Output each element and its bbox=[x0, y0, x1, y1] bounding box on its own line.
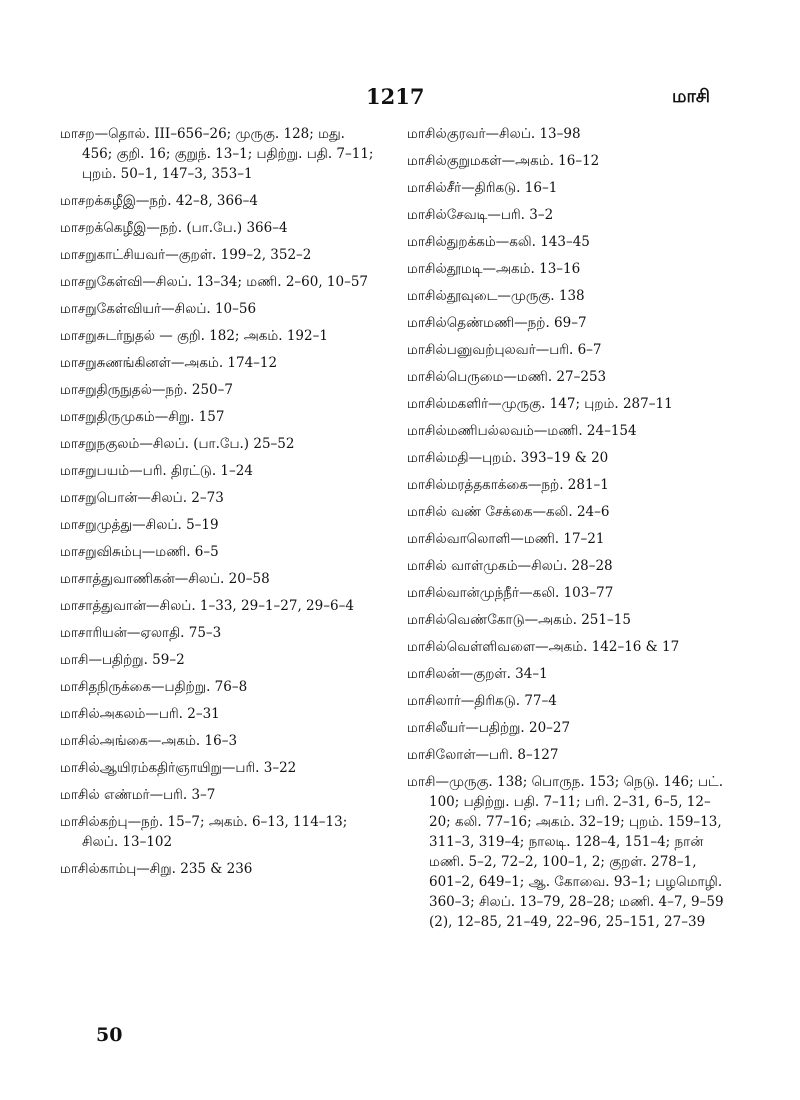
index-entry: மாசில்காம்பு—சிறு. 235 & 236 bbox=[60, 861, 253, 877]
index-entry: மாசில்குறுமகள்—அகம். 16–12 bbox=[407, 153, 600, 169]
index-entry: மாசாத்துவான்—சிலப். 1–33, 29–1–27, 29–6–4 bbox=[60, 598, 354, 614]
index-entry: மாசில்பனுவற்புலவர்—பரி. 6–7 bbox=[407, 342, 602, 358]
index-entry: மாசி—முருகு. 138; பொருந. 153; நெடு. 146; பட். 100; பதிற்று. பதி. 7–11; பரி. 2–31, 6–5, 12–20; கலி. 77–16; அகம். 32–19; புறம். 159–13, 311–3, 319–4; நாலடி. 128–4, 151–4; நான் மணி. 5–2, 72–2, 100–1, 2; குறள். 278–1, 601–2, 649–1; ஆ. கோவை. 93–1; பழமொழி. 360–3; சிலப். 13–79, 28–28; மணி. 4–7, 9–59 (2), 12–85, 21–49, 22–96, 25–151, 27–39 bbox=[407, 774, 724, 930]
index-entry: மாசறுகேள்வியர்—சிலப். 10–56 bbox=[60, 301, 257, 317]
right-column bbox=[407, 124, 729, 939]
index-entry: மாசாத்துவாணிகன்—சிலப். 20–58 bbox=[60, 571, 270, 587]
index-entry: மாசறுசுணங்கினள்—அகம். 174–12 bbox=[60, 355, 278, 371]
index-entry: மாசில்குரவர்—சிலப். 13–98 bbox=[407, 126, 581, 142]
index-entry: மாசற—தொல். III–656–26; முருகு. 128; மது. 456; குறி. 16; குறுந். 13–1; பதிற்று. பதி. 7–11; புறம். 50–1, 147–3, 353–1 bbox=[60, 126, 374, 182]
index-entry: மாசாரியன்—ஏலாதி. 75–3 bbox=[60, 625, 222, 641]
index-entry: மாசில்கற்பு—நற். 15–7; அகம். 6–13, 114–13; சிலப். 13–102 bbox=[60, 814, 348, 850]
index-entry: மாசில்தூவுடை—முருகு. 138 bbox=[407, 288, 585, 304]
index-entry: மாசறுசுடர்நுதல் — குறி. 182; அகம். 192–1 bbox=[60, 328, 328, 344]
index-entry: மாசில்அங்கை—அகம். 16–3 bbox=[60, 733, 238, 749]
index-entry: மாசி—பதிற்று. 59–2 bbox=[60, 652, 185, 668]
index-entry: மாசறுபயம்—பரி. திரட்டு. 1–24 bbox=[60, 463, 253, 479]
index-entry: மாசில்வெண்கோடு—அகம். 251–15 bbox=[407, 612, 631, 628]
index-entry: மாசிலீயர்—பதிற்று. 20–27 bbox=[407, 720, 571, 736]
index-entry: மாசில் எண்மர்—பரி. 3–7 bbox=[60, 787, 216, 803]
running-head: மாசி bbox=[672, 86, 710, 107]
page-number: 1217 bbox=[366, 84, 425, 109]
index-entry: மாசறுமுத்து—சிலப். 5–19 bbox=[60, 517, 219, 533]
index-entry: மாசறுபொன்—சிலப். 2–73 bbox=[60, 490, 224, 506]
footer-folio: 50 bbox=[96, 1024, 123, 1046]
index-entry: மாசில்ஆயிரம்கதிர்ஞாயிறு—பரி. 3–22 bbox=[60, 760, 297, 776]
index-entry: மாசில்வான்முந்நீர்—கலி. 103–77 bbox=[407, 585, 614, 601]
index-entry: மாசறுகேள்வி—சிலப். 13–34; மணி. 2–60, 10–57 bbox=[60, 274, 369, 290]
index-entry: மாசிதநிருக்கை—பதிற்று. 76–8 bbox=[60, 679, 248, 695]
index-entry: மாசில் வண் சேக்கை—கலி. 24–6 bbox=[407, 504, 610, 520]
index-entry: மாசறக்கழீஇ—நற். 42–8, 366–4 bbox=[60, 193, 259, 209]
index-entry: மாசில்தூமடி—அகம். 13–16 bbox=[407, 261, 581, 277]
left-column bbox=[60, 124, 378, 886]
index-entry: மாசறக்கெழீஇ—நற். (பா.பே.) 366–4 bbox=[60, 220, 288, 236]
index-entry: மாசறுவிசும்பு—மணி. 6–5 bbox=[60, 544, 219, 560]
index-entry: மாசில்துறக்கம்—கலி. 143–45 bbox=[407, 234, 590, 250]
index-entry: மாசில்தெண்மணி—நற். 69–7 bbox=[407, 315, 587, 331]
index-entry: மாசில்அகலம்—பரி. 2–31 bbox=[60, 706, 220, 722]
index-entry: மாசில்மரத்தகாக்கை—நற். 281–1 bbox=[407, 477, 609, 493]
index-entry: மாசில்பெருமை—மணி. 27–253 bbox=[407, 369, 607, 385]
index-entry: மாசறுதிருமுகம்—சிறு. 157 bbox=[60, 409, 225, 425]
index-entry: மாசறுகாட்சியவர்—குறள். 199–2, 352–2 bbox=[60, 247, 312, 263]
index-entry: மாசிலார்—திரிகடு. 77–4 bbox=[407, 693, 557, 709]
index-entry: மாசில்மதி—புறம். 393–19 & 20 bbox=[407, 450, 609, 466]
index-entry: மாசில்மணிபல்லவம்—மணி. 24–154 bbox=[407, 423, 637, 439]
index-entry: மாசில்வாலொளி—மணி. 17–21 bbox=[407, 531, 605, 547]
index-entry: மாசில்சேவடி—பரி. 3–2 bbox=[407, 207, 554, 223]
index-entry: மாசில் வாள்முகம்—சிலப். 28–28 bbox=[407, 558, 613, 574]
index-entry: மாசறுதிருநுதல்—நற். 250–7 bbox=[60, 382, 233, 398]
index-entry: மாசில்சீர்—திரிகடு. 16–1 bbox=[407, 180, 558, 196]
index-entry: மாசில்மகளிர்—முருகு. 147; புறம். 287–11 bbox=[407, 396, 673, 412]
index-entry: மாசில்வெள்ளிவளை—அகம். 142–16 & 17 bbox=[407, 639, 680, 655]
index-entry: மாசிலன்—குறள். 34–1 bbox=[407, 666, 548, 682]
index-entry: மாசிலோள்—பரி. 8–127 bbox=[407, 747, 559, 763]
index-entry: மாசறுநகுலம்—சிலப். (பா.பே.) 25–52 bbox=[60, 436, 295, 452]
